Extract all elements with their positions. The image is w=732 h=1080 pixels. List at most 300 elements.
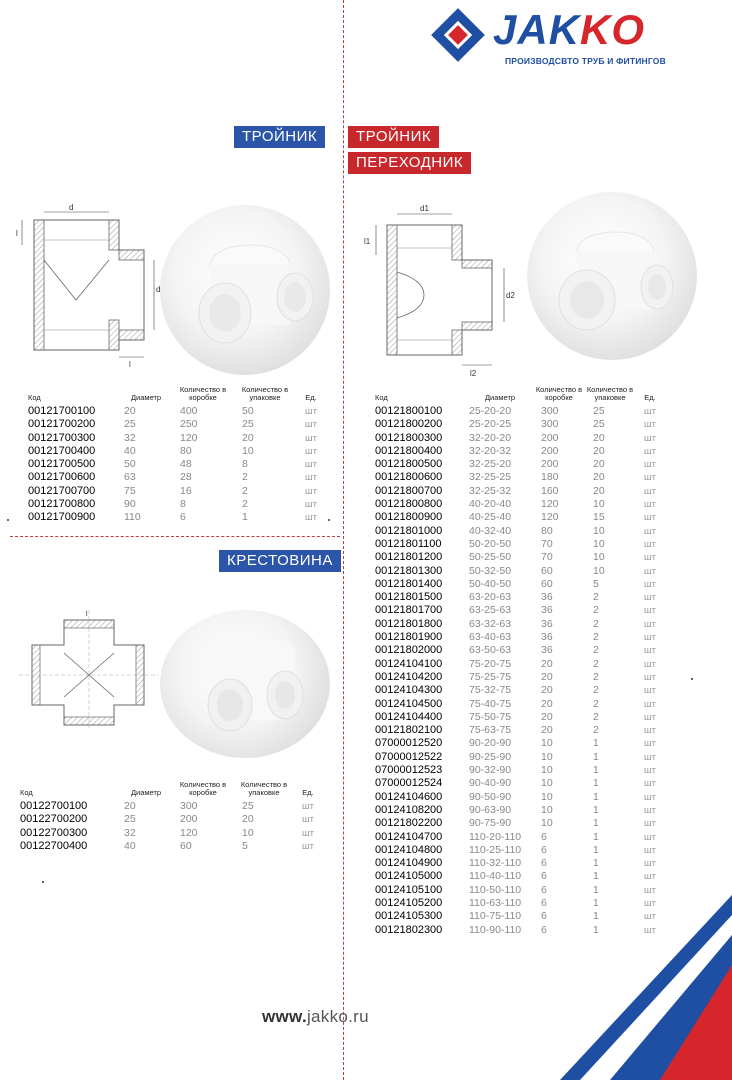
cell-code: 00124104600: [375, 790, 443, 803]
table-row: [375, 698, 665, 711]
cell-unit: шт: [644, 897, 656, 909]
cell-pack-qty: 2: [593, 604, 599, 617]
cell-diameter: 75-40-75: [469, 697, 512, 710]
table-row: [20, 840, 322, 853]
cell-diameter: 32-25-32: [469, 484, 512, 497]
cell-pack-qty: 1: [593, 737, 599, 750]
table-row: [375, 604, 665, 617]
section-title-reducing-tee-1: ТРОЙНИК: [348, 126, 439, 148]
cell-code: 00121800500: [375, 458, 443, 471]
cell-code: 00121801800: [375, 617, 443, 630]
cell-pack-qty: 20: [593, 471, 605, 484]
cell-box-qty: 120: [180, 431, 198, 444]
cell-code: 00124105200: [375, 896, 443, 909]
cell-pack-qty: 1: [593, 843, 599, 856]
cell-box-qty: 400: [180, 405, 198, 417]
cell-box-qty: 80: [541, 524, 553, 537]
col-diameter: Диаметр: [484, 393, 516, 402]
cell-pack-qty: 25: [593, 418, 605, 431]
table-row: [375, 405, 665, 418]
cell-code: 00121801000: [375, 524, 443, 537]
cell-pack-qty: 2: [242, 471, 248, 484]
col-diameter: Диаметр: [130, 788, 162, 797]
brand-subtitle: ПРОИЗВОДСВТО ТРУБ И ФИТИНГОВ: [505, 56, 666, 66]
cell-unit: шт: [644, 459, 656, 471]
cell-code: 00121700200: [28, 418, 96, 431]
table-row: [375, 471, 665, 484]
table-row: [28, 471, 326, 484]
cell-code: 07000012524: [375, 777, 443, 790]
cell-diameter: 110-40-110: [469, 870, 522, 883]
cell-unit: шт: [644, 499, 656, 511]
cell-code: 00122700100: [20, 800, 88, 812]
col-unit: Ед.: [302, 788, 314, 797]
cell-box-qty: 28: [180, 471, 192, 484]
cell-box-qty: 10: [541, 803, 553, 816]
col-unit: Ед.: [644, 393, 656, 402]
cell-pack-qty: 1: [593, 830, 599, 843]
cell-diameter: 25: [124, 418, 136, 431]
cell-pack-qty: 2: [593, 684, 599, 697]
cell-diameter: 32: [124, 431, 136, 444]
cell-code: 00121800200: [375, 418, 443, 431]
cell-pack-qty: 1: [593, 883, 599, 896]
cell-diameter: 63-50-63: [469, 644, 512, 657]
cell-box-qty: 200: [541, 444, 559, 457]
cell-box-qty: 180: [541, 471, 559, 484]
cell-diameter: 63-32-63: [469, 617, 512, 630]
col-unit: Ед.: [305, 393, 317, 402]
cell-diameter: 40: [124, 444, 136, 457]
cell-pack-qty: 1: [593, 790, 599, 803]
cell-unit: шт: [644, 552, 656, 564]
cell-code: 00121800900: [375, 511, 443, 524]
cell-diameter: 75-50-75: [469, 710, 512, 723]
cell-code: 00122700400: [20, 839, 88, 852]
cell-diameter: 110-50-110: [469, 883, 522, 896]
cell-code: 00124104100: [375, 657, 443, 670]
cell-pack-qty: 2: [242, 484, 248, 497]
cell-unit: шт: [302, 801, 314, 812]
cell-code: 00124108200: [375, 803, 443, 816]
cell-unit: шт: [644, 592, 656, 604]
table-row: [375, 498, 665, 511]
cell-box-qty: 20: [541, 710, 553, 723]
reducing-tee-spec-table: [375, 386, 665, 937]
cell-code: 00121700500: [28, 458, 96, 471]
cell-code: 00121800800: [375, 498, 443, 511]
cell-unit: шт: [644, 525, 656, 537]
cell-unit: шт: [644, 538, 656, 550]
table-row: [375, 538, 665, 551]
table-row: [375, 591, 665, 604]
table-row: [375, 711, 665, 724]
print-mark: [7, 519, 9, 521]
cell-unit: шт: [644, 804, 656, 816]
cell-diameter: 32-25-20: [469, 458, 512, 471]
cell-pack-qty: 5: [242, 839, 248, 852]
cell-diameter: 20: [124, 405, 136, 417]
cell-pack-qty: 8: [242, 458, 248, 471]
cell-unit: шт: [644, 884, 656, 896]
cell-code: 07000012522: [375, 750, 443, 763]
cell-box-qty: 60: [541, 564, 553, 577]
cell-pack-qty: 50: [242, 405, 254, 417]
table-row: [20, 800, 322, 813]
cell-unit: шт: [302, 814, 314, 826]
tee-drawing: [14, 200, 164, 370]
cell-unit: шт: [644, 791, 656, 803]
cell-code: 00121801100: [375, 537, 442, 550]
cell-box-qty: 250: [180, 418, 198, 431]
cell-unit: шт: [644, 658, 656, 670]
cell-box-qty: 120: [541, 511, 559, 524]
col-code: Код: [28, 393, 41, 402]
dim-l2: l2: [470, 369, 477, 378]
cell-unit: шт: [644, 406, 656, 417]
table-row: [375, 751, 665, 764]
table-row: [28, 485, 326, 498]
cell-diameter: 50-32-50: [469, 564, 512, 577]
cell-box-qty: 36: [541, 617, 553, 630]
cell-unit: шт: [644, 858, 656, 870]
cell-code: 07000012520: [375, 737, 443, 750]
cell-code: 00122700300: [20, 826, 88, 839]
cell-code: 00121802100: [375, 724, 443, 737]
cell-pack-qty: 25: [242, 418, 254, 431]
cell-unit: шт: [644, 924, 656, 936]
cell-pack-qty: 2: [593, 710, 599, 723]
cell-code: 00124104200: [375, 670, 443, 683]
table-row: [375, 857, 665, 870]
cell-code: 00121802000: [375, 644, 443, 657]
cell-unit: шт: [644, 751, 656, 763]
cell-diameter: 110-32-110: [469, 857, 522, 870]
cell-box-qty: 6: [180, 511, 186, 524]
horizontal-divider: [10, 536, 340, 537]
cell-pack-qty: 10: [593, 551, 605, 564]
cell-unit: шт: [644, 831, 656, 843]
col-box: Количество в коробке: [179, 385, 227, 402]
cell-box-qty: 10: [541, 777, 553, 790]
cell-pack-qty: 20: [593, 484, 605, 497]
cell-code: 00121802300: [375, 923, 443, 936]
table-row: [375, 551, 665, 564]
cell-pack-qty: 20: [242, 813, 254, 826]
cell-box-qty: 6: [541, 923, 547, 936]
cell-box-qty: 36: [541, 644, 553, 657]
cell-diameter: 75-20-75: [469, 657, 512, 670]
corner-decoration: [560, 895, 732, 1080]
cell-pack-qty: 2: [593, 644, 599, 657]
cell-pack-qty: 1: [593, 923, 599, 936]
section-title-reducing-tee-2: ПЕРЕХОДНИК: [348, 152, 471, 174]
cell-unit: шт: [644, 432, 656, 444]
table-row: [375, 618, 665, 631]
cell-pack-qty: 10: [593, 498, 605, 511]
cell-box-qty: 200: [541, 458, 559, 471]
cell-code: 00121800300: [375, 431, 443, 444]
cell-unit: шт: [644, 632, 656, 644]
dim-l-bottom: l: [129, 360, 131, 369]
website-url[interactable]: www.jakko.ru: [262, 1007, 369, 1026]
col-box: Количество в коробке: [535, 385, 583, 402]
cell-box-qty: 20: [541, 697, 553, 710]
cell-box-qty: 200: [180, 813, 198, 826]
cell-box-qty: 300: [541, 405, 559, 417]
reducing-tee-photo: [527, 192, 697, 360]
cross-drawing: [14, 605, 164, 730]
cell-diameter: 25-20-25: [469, 418, 512, 431]
table-row: [375, 764, 665, 777]
cell-pack-qty: 1: [242, 511, 248, 524]
cell-code: 00121800600: [375, 471, 443, 484]
table-row: [28, 458, 326, 471]
table-row: [375, 658, 665, 671]
cell-pack-qty: 2: [593, 657, 599, 670]
cell-diameter: 75-63-75: [469, 724, 512, 737]
dim-l-side: l: [16, 229, 18, 238]
cell-unit: шт: [644, 445, 656, 457]
cell-unit: шт: [305, 485, 317, 497]
cell-unit: шт: [644, 578, 656, 590]
cell-code: 00121700400: [28, 444, 96, 457]
cell-box-qty: 120: [180, 826, 198, 839]
col-code: Код: [375, 393, 388, 402]
cell-unit: шт: [302, 840, 314, 852]
cell-code: 00122700200: [20, 813, 88, 826]
cell-box-qty: 120: [541, 498, 559, 511]
cell-box-qty: 160: [541, 484, 559, 497]
table-row: [375, 684, 665, 697]
cell-box-qty: 6: [541, 843, 547, 856]
cell-unit: шт: [305, 459, 317, 471]
cell-pack-qty: 2: [593, 697, 599, 710]
table-row: [375, 485, 665, 498]
table-row: [375, 525, 665, 538]
cross-photo: [160, 610, 330, 758]
cell-diameter: 110: [124, 511, 141, 524]
table-row: [20, 827, 322, 840]
cell-code: 00124104300: [375, 684, 443, 697]
cell-pack-qty: 25: [242, 800, 254, 812]
cell-unit: шт: [305, 432, 317, 444]
cell-unit: шт: [644, 698, 656, 710]
cell-pack-qty: 1: [593, 777, 599, 790]
cell-code: 00121801400: [375, 577, 443, 590]
cell-diameter: 90-50-90: [469, 790, 512, 803]
cell-box-qty: 300: [541, 418, 559, 431]
section-title-cross: КРЕСТОВИНА: [219, 550, 341, 572]
cell-box-qty: 10: [541, 790, 553, 803]
cell-diameter: 63-20-63: [469, 591, 512, 604]
cell-pack-qty: 10: [593, 537, 605, 550]
table-row: [28, 498, 326, 511]
section-title-tee: ТРОЙНИК: [234, 126, 325, 148]
col-pack: Количество в упаковке: [586, 385, 634, 402]
table-row: [375, 418, 665, 431]
cell-diameter: 32-25-25: [469, 471, 512, 484]
cell-box-qty: 6: [541, 830, 547, 843]
cell-unit: шт: [644, 485, 656, 497]
cell-unit: шт: [644, 671, 656, 683]
table-row: [375, 644, 665, 657]
cell-diameter: 32: [124, 826, 136, 839]
cell-box-qty: 70: [541, 537, 553, 550]
cell-diameter: 90: [124, 498, 136, 511]
cell-code: 00121700300: [28, 431, 96, 444]
cell-diameter: 63-40-63: [469, 631, 512, 644]
cell-diameter: 40: [124, 839, 136, 852]
table-row: [375, 737, 665, 750]
cell-diameter: 50-20-50: [469, 537, 512, 550]
dim-d-side: d: [156, 285, 161, 294]
cell-pack-qty: 5: [593, 577, 599, 590]
cell-box-qty: 60: [180, 839, 192, 852]
cell-box-qty: 6: [541, 870, 547, 883]
cell-code: 00121801900: [375, 631, 443, 644]
table-row: [28, 405, 326, 418]
cell-pack-qty: 2: [593, 670, 599, 683]
dim-d-top: d: [69, 203, 74, 212]
cell-code: 00121700100: [28, 405, 96, 417]
brand-name: JAKKO: [493, 6, 646, 53]
cell-unit: шт: [644, 765, 656, 777]
table-row: [375, 831, 665, 844]
cell-box-qty: 6: [541, 857, 547, 870]
table-row: [375, 445, 665, 458]
cell-unit: шт: [644, 618, 656, 630]
cell-diameter: 63: [124, 471, 136, 484]
dim-l-top: l: [86, 611, 88, 618]
cell-code: 00121700700: [28, 484, 96, 497]
cell-diameter: 50-25-50: [469, 551, 512, 564]
cell-unit: шт: [644, 871, 656, 883]
cell-diameter: 63-25-63: [469, 604, 512, 617]
table-row: [28, 432, 326, 445]
cell-unit: шт: [644, 911, 656, 923]
cell-diameter: 110-75-110: [469, 910, 522, 923]
table-row: [375, 817, 665, 830]
table-row: [375, 578, 665, 591]
table-row: [375, 804, 665, 817]
cell-diameter: 90-63-90: [469, 803, 512, 816]
cell-diameter: 90-25-90: [469, 750, 512, 763]
cell-unit: шт: [644, 738, 656, 750]
cell-pack-qty: 20: [593, 458, 605, 471]
cell-diameter: 110-90-110: [469, 923, 522, 936]
table-row: [20, 813, 322, 826]
cell-unit: шт: [644, 818, 656, 830]
print-mark: [42, 881, 44, 883]
cell-diameter: 75-32-75: [469, 684, 512, 697]
col-pack: Количество в упаковке: [241, 385, 289, 402]
cell-unit: шт: [644, 419, 656, 431]
cell-code: 00121802200: [375, 817, 443, 830]
cell-pack-qty: 20: [593, 444, 605, 457]
cell-diameter: 90-40-90: [469, 777, 512, 790]
cell-box-qty: 48: [180, 458, 192, 471]
vertical-divider: [343, 0, 344, 1080]
cell-box-qty: 20: [541, 724, 553, 737]
table-row: [375, 565, 665, 578]
tee-spec-table: [28, 386, 326, 525]
cell-unit: шт: [644, 565, 656, 577]
cell-diameter: 110-25-110: [469, 843, 522, 856]
cell-unit: шт: [644, 711, 656, 723]
table-row: [375, 724, 665, 737]
brand-logo: [433, 6, 723, 72]
cell-pack-qty: 20: [593, 431, 605, 444]
cell-unit: шт: [644, 645, 656, 657]
cell-code: 00124104800: [375, 843, 443, 856]
cell-diameter: 40-20-40: [469, 498, 512, 511]
cell-pack-qty: 1: [593, 896, 599, 909]
cell-diameter: 110-63-110: [469, 896, 522, 909]
cell-code: 07000012523: [375, 764, 443, 777]
cell-unit: шт: [644, 685, 656, 697]
cell-code: 00124105100: [375, 883, 443, 896]
cell-box-qty: 200: [541, 431, 559, 444]
cell-pack-qty: 2: [593, 591, 599, 604]
cell-pack-qty: 1: [593, 857, 599, 870]
cell-unit: шт: [644, 844, 656, 856]
cell-diameter: 75: [124, 484, 136, 497]
cell-unit: шт: [305, 406, 317, 417]
cell-diameter: 50-40-50: [469, 577, 512, 590]
cell-unit: шт: [305, 499, 317, 511]
cell-pack-qty: 25: [593, 405, 605, 417]
table-row: [375, 631, 665, 644]
cell-code: 00121700900: [28, 511, 96, 524]
cell-code: 00124105300: [375, 910, 443, 923]
cell-code: 00121800100: [375, 405, 443, 417]
col-box: Количество в коробке: [179, 780, 227, 797]
cell-box-qty: 300: [180, 800, 198, 812]
cell-pack-qty: 2: [593, 724, 599, 737]
cell-diameter: 90-20-90: [469, 737, 512, 750]
cell-unit: шт: [644, 778, 656, 790]
cell-pack-qty: 10: [242, 826, 254, 839]
cell-box-qty: 6: [541, 910, 547, 923]
table-row: [375, 511, 665, 524]
cell-box-qty: 36: [541, 604, 553, 617]
cell-box-qty: 20: [541, 684, 553, 697]
cell-diameter: 32-20-32: [469, 444, 512, 457]
cell-pack-qty: 15: [593, 511, 605, 524]
cell-diameter: 90-32-90: [469, 764, 512, 777]
cell-code: 00121801200: [375, 551, 443, 564]
cell-box-qty: 36: [541, 631, 553, 644]
table-row: [375, 777, 665, 790]
table-row: [375, 458, 665, 471]
table-row: [375, 432, 665, 445]
cell-box-qty: 10: [541, 817, 553, 830]
cell-box-qty: 60: [541, 577, 553, 590]
tee-photo: [160, 205, 330, 375]
table-row: [375, 671, 665, 684]
cell-pack-qty: 1: [593, 910, 599, 923]
cell-diameter: 110-20-110: [469, 830, 522, 843]
print-mark: [691, 678, 693, 680]
cell-diameter: 25: [124, 813, 136, 826]
col-diameter: Диаметр: [130, 393, 162, 402]
cell-unit: шт: [302, 827, 314, 839]
cell-box-qty: 6: [541, 883, 547, 896]
cell-unit: шт: [644, 605, 656, 617]
dim-l1: l1: [364, 237, 371, 246]
cell-unit: шт: [644, 512, 656, 524]
